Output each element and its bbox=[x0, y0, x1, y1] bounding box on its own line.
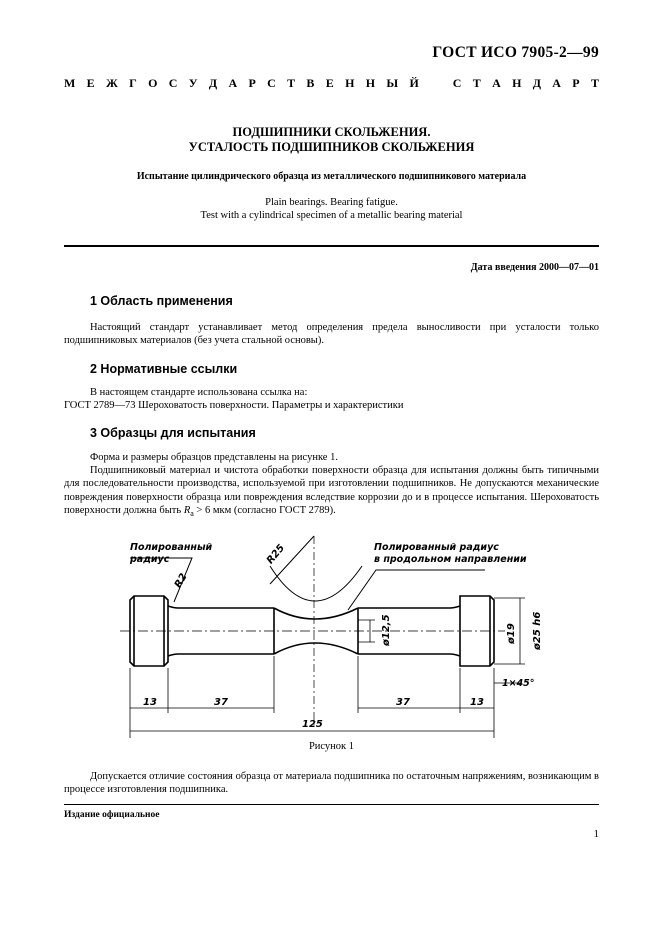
dim-37-right: 37 bbox=[396, 697, 410, 708]
edition-note: Издание официальное bbox=[64, 810, 160, 820]
category-letter: А bbox=[492, 76, 501, 90]
left-shank-top bbox=[168, 606, 274, 608]
section-heading: 1 Область применения bbox=[90, 294, 233, 308]
introduction-date: Дата введения 2000—07—01 bbox=[470, 262, 599, 273]
dim-d19: ø19 bbox=[506, 623, 517, 644]
label-polished-radius-1: Полированный bbox=[130, 542, 213, 553]
roughness-symbol: R bbox=[183, 504, 191, 516]
left-shank-bottom bbox=[168, 654, 274, 656]
category-letter: Т bbox=[590, 76, 599, 90]
category-letter: Е bbox=[325, 76, 334, 90]
dim-13-left: 13 bbox=[143, 697, 157, 708]
category-letter: Р bbox=[248, 76, 256, 90]
category-letter: Т bbox=[287, 76, 296, 90]
category-letter: Н bbox=[512, 76, 522, 90]
roughness-value: > 6 мкм (согласно ГОСТ 2789). bbox=[193, 504, 336, 516]
category-letter: У bbox=[188, 76, 198, 90]
category-letter: Д bbox=[532, 76, 541, 90]
category-letter: С bbox=[452, 76, 462, 90]
section-3-body bbox=[64, 451, 599, 520]
category-letter: С bbox=[267, 76, 276, 90]
right-shank-bottom bbox=[358, 654, 460, 656]
dim-13-right: 13 bbox=[470, 697, 484, 708]
label-polished-radius-2: радиус bbox=[130, 554, 170, 565]
paragraph: В настоящем стандарте использована ссылка на: bbox=[90, 387, 308, 398]
title-line-1: ПОДШИПНИКИ СКОЛЬЖЕНИЯ. bbox=[232, 125, 431, 139]
english-title-line-1: Plain bearings. Bearing fatigue. bbox=[265, 197, 398, 208]
gauge-bottom-arc bbox=[274, 643, 358, 654]
section-2-heading bbox=[90, 362, 237, 376]
english-title bbox=[64, 197, 599, 222]
right-shank-top bbox=[358, 606, 460, 608]
figure-caption: Рисунок 1 bbox=[308, 741, 355, 752]
gauge-top-arc bbox=[274, 608, 358, 619]
section-heading: 3 Образцы для испытания bbox=[90, 426, 256, 440]
category-letter: Т bbox=[472, 76, 481, 90]
section-2-body bbox=[64, 386, 599, 412]
paragraph: Допускается отличие состояния образца от материала подшипника по остаточным напряжениям, возникающим в процессе изготовления подшипника. bbox=[64, 771, 599, 796]
closing-body bbox=[64, 770, 599, 796]
standard-number: ГОСТ ИСО 7905-2—99 bbox=[432, 44, 599, 61]
dim-d12-5: ø12,5 bbox=[381, 614, 392, 646]
category-letter: М bbox=[64, 76, 76, 90]
category-letter: В bbox=[306, 76, 315, 90]
category-letter: Д bbox=[208, 76, 218, 90]
english-title-line-2: Test with a cylindrical specimen of a metallic bearing material bbox=[200, 209, 463, 221]
label-polished-longitudinal-2: в продольном направлении bbox=[374, 554, 527, 565]
paragraph: Настоящий стандарт устанавливает метод определения предела выносливости при усталости только подшипниковых материалов (без учета стальной основы). bbox=[64, 322, 599, 347]
dim-r25: R25 bbox=[264, 542, 288, 567]
dim-d25h6: ø25 h6 bbox=[532, 611, 543, 650]
standard-category bbox=[64, 76, 599, 91]
section-3-heading bbox=[90, 426, 256, 440]
category-letter: Ж bbox=[105, 76, 118, 90]
dim-37-left: 37 bbox=[214, 697, 228, 708]
category-letter: Е bbox=[86, 76, 95, 90]
category-letter: А bbox=[552, 76, 561, 90]
section-1-body bbox=[64, 321, 599, 347]
footer-divider bbox=[64, 804, 599, 805]
dim-125: 125 bbox=[302, 719, 323, 730]
category-letter: А bbox=[228, 76, 238, 90]
dim-chamfer: 1×45° bbox=[502, 678, 535, 689]
title-line-2: УСТАЛОСТЬ ПОДШИПНИКОВ СКОЛЬЖЕНИЯ bbox=[188, 140, 475, 154]
section-heading: 2 Нормативные ссылки bbox=[90, 362, 238, 376]
title-divider bbox=[64, 245, 599, 247]
paragraph-text: Подшипниковый материал и чистота обработки поверхности образца для испытания должны быть типичными для последовательности производства, используемой при изготовлении подшипников. Не допускаются механические повреждения поверхности образца или повреждения вследствие коррозии до и в процессе испытания. Шероховатость поверхности должна быть bbox=[64, 465, 599, 516]
roughness-subscript: a bbox=[190, 508, 194, 518]
category-letter: Р bbox=[572, 76, 580, 90]
paragraph: Форма и размеры образцов представлены на рисунке 1. bbox=[90, 452, 338, 463]
document-title bbox=[64, 125, 599, 155]
specimen-drawing bbox=[100, 528, 560, 738]
document-subtitle: Испытание цилиндрического образца из металлического подшипникового материала bbox=[136, 171, 527, 182]
label-polished-longitudinal-1: Полированный радиус bbox=[374, 542, 499, 553]
page-number: 1 bbox=[593, 828, 599, 840]
category-letter: Н bbox=[345, 76, 355, 90]
category-letter: Н bbox=[365, 76, 376, 90]
paragraph bbox=[64, 464, 599, 520]
category-letter: Г bbox=[129, 76, 137, 90]
category-letter: О bbox=[148, 76, 158, 90]
section-1-heading bbox=[90, 294, 233, 308]
category-letter: С bbox=[168, 76, 178, 90]
category-letter: Й bbox=[409, 76, 419, 90]
category-letter: Ы bbox=[386, 76, 399, 90]
dim-r2: R2 bbox=[172, 571, 190, 590]
reference-item: ГОСТ 2789—73 Шероховатость поверхности. Параметры и характеристики bbox=[64, 400, 404, 412]
